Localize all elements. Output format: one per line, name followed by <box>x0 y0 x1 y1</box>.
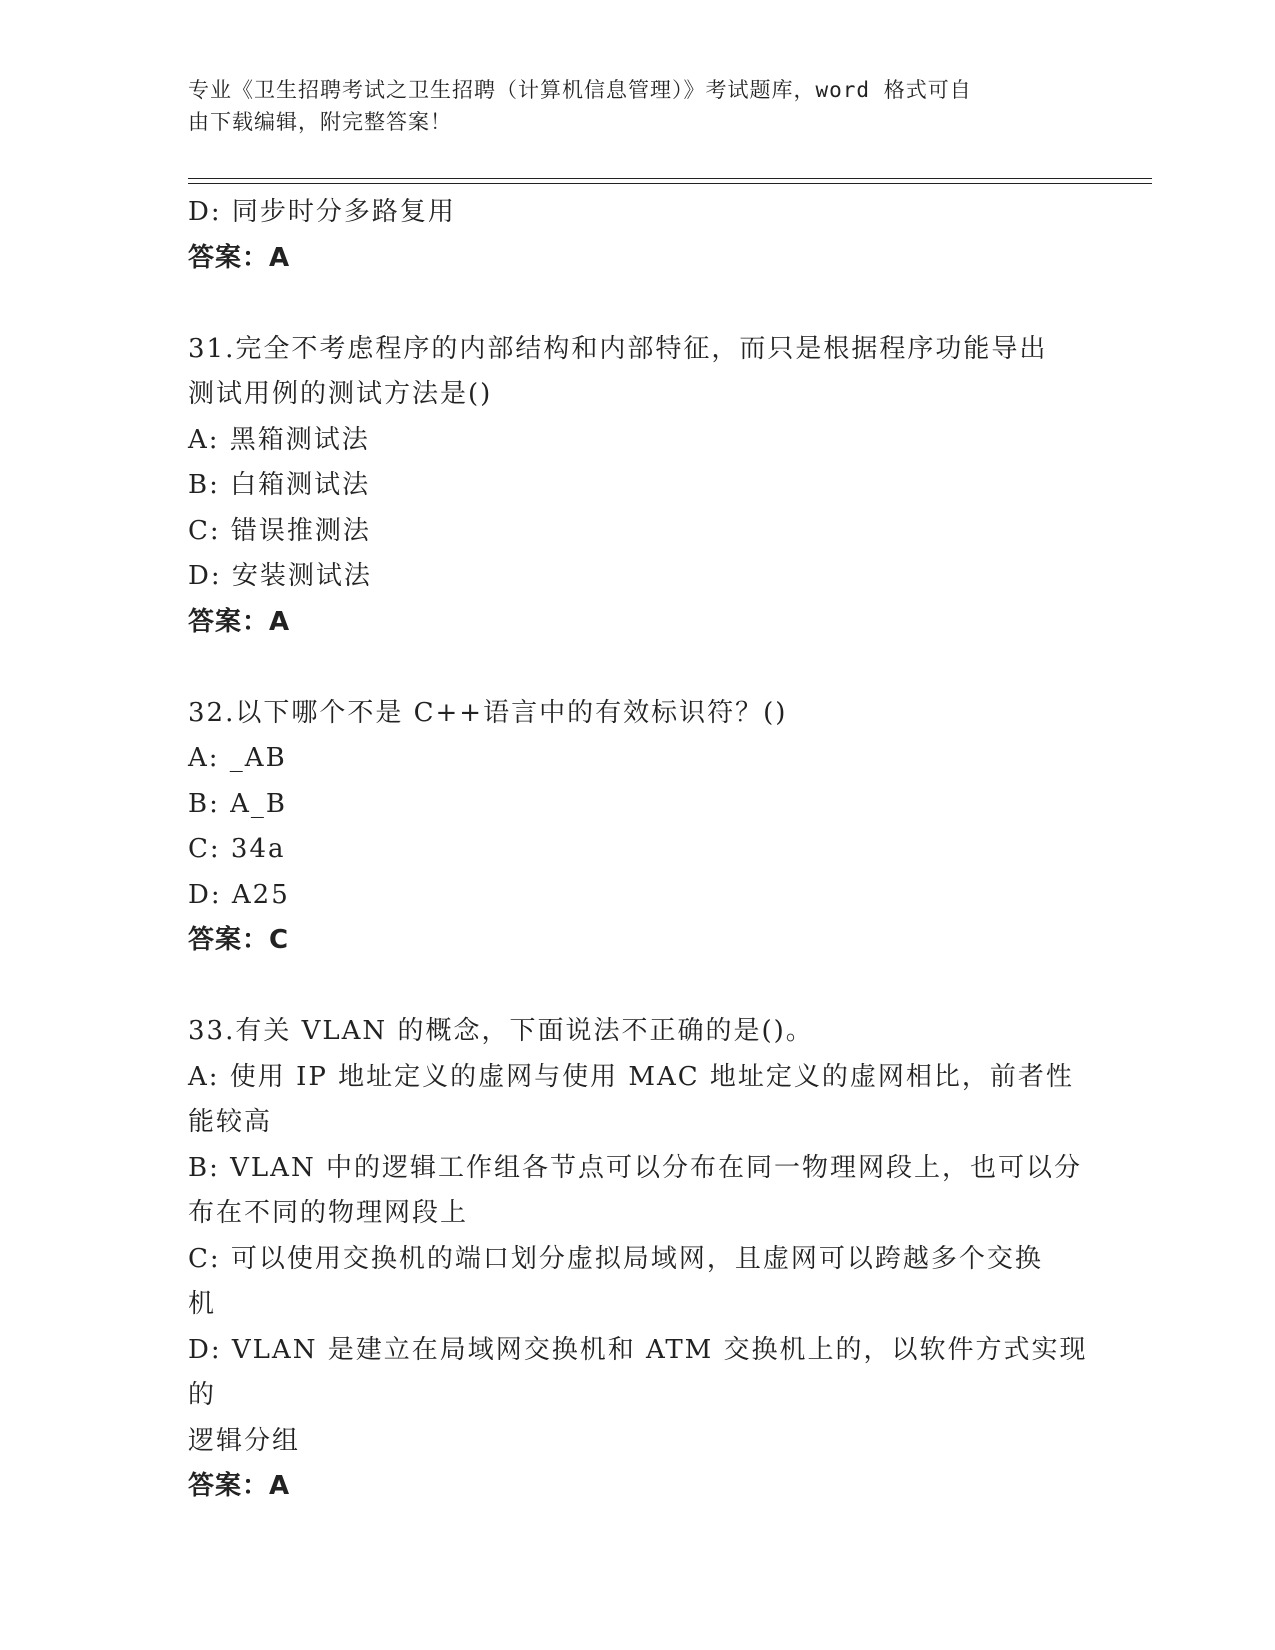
option-b: B: 白箱测试法 <box>188 470 371 500</box>
option-c: C: 可以使用交换机的端口划分虚拟局域网，且虚网可以跨越多个交换 <box>188 1243 1043 1274</box>
option-c: C: 错误推测法 <box>188 515 371 546</box>
spacer <box>188 281 1088 327</box>
question-32 <box>188 691 1088 964</box>
answer: 答案：A <box>188 1471 291 1501</box>
question-stem-cont: 测试用例的测试方法是() <box>188 379 493 409</box>
answer: 答案：C <box>188 925 290 955</box>
prev-option-d: D: 同步时分多路复用 <box>188 197 456 227</box>
option-a-cont: 能较高 <box>188 1107 273 1137</box>
question-31 <box>188 327 1088 646</box>
answer: 答案：A <box>188 606 291 637</box>
spacer <box>188 645 1088 691</box>
question-content <box>188 190 1088 1510</box>
option-d: D: A25 <box>188 879 290 910</box>
document-header <box>188 74 1068 138</box>
question-stem: 32.以下哪个不是 C++语言中的有效标识符？() <box>188 697 788 728</box>
option-c-cont: 机 <box>188 1289 217 1319</box>
question-stem: 33.有关 VLAN 的概念，下面说法不正确的是()。 <box>188 1016 814 1046</box>
option-a: A: _AB <box>188 743 287 773</box>
option-d: D: VLAN 是建立在局域网交换机和 ATM 交换机上的，以软件方式实现的 <box>188 1334 1088 1410</box>
option-d-cont: 逻辑分组 <box>188 1425 301 1456</box>
option-c: C: 34a <box>188 834 286 864</box>
prev-answer: 答案：A <box>188 242 291 273</box>
spacer <box>188 964 1088 1010</box>
header-line-1: 专业《卫生招聘考试之卫生招聘（计算机信息管理）》考试题库，word 格式可自 <box>188 78 972 102</box>
option-b: B: VLAN 中的逻辑工作组各节点可以分布在同一物理网段上，也可以分 <box>188 1152 1082 1183</box>
question-33 <box>188 1009 1088 1510</box>
option-d: D: 安装测试法 <box>188 561 372 591</box>
option-a: A: 黑箱测试法 <box>188 424 370 455</box>
question-stem: 31.完全不考虑程序的内部结构和内部特征，而只是根据程序功能导出 <box>188 333 1048 364</box>
option-a: A: 使用 IP 地址定义的虚网与使用 MAC 地址定义的虚网相比，前者性 <box>188 1061 1074 1092</box>
header-divider-top <box>188 178 1152 179</box>
header-divider-bottom <box>188 183 1152 184</box>
option-b: B: A_B <box>188 788 288 819</box>
option-b-cont: 布在不同的物理网段上 <box>188 1198 469 1228</box>
header-line-2: 由下载编辑，附完整答案！ <box>188 110 452 134</box>
